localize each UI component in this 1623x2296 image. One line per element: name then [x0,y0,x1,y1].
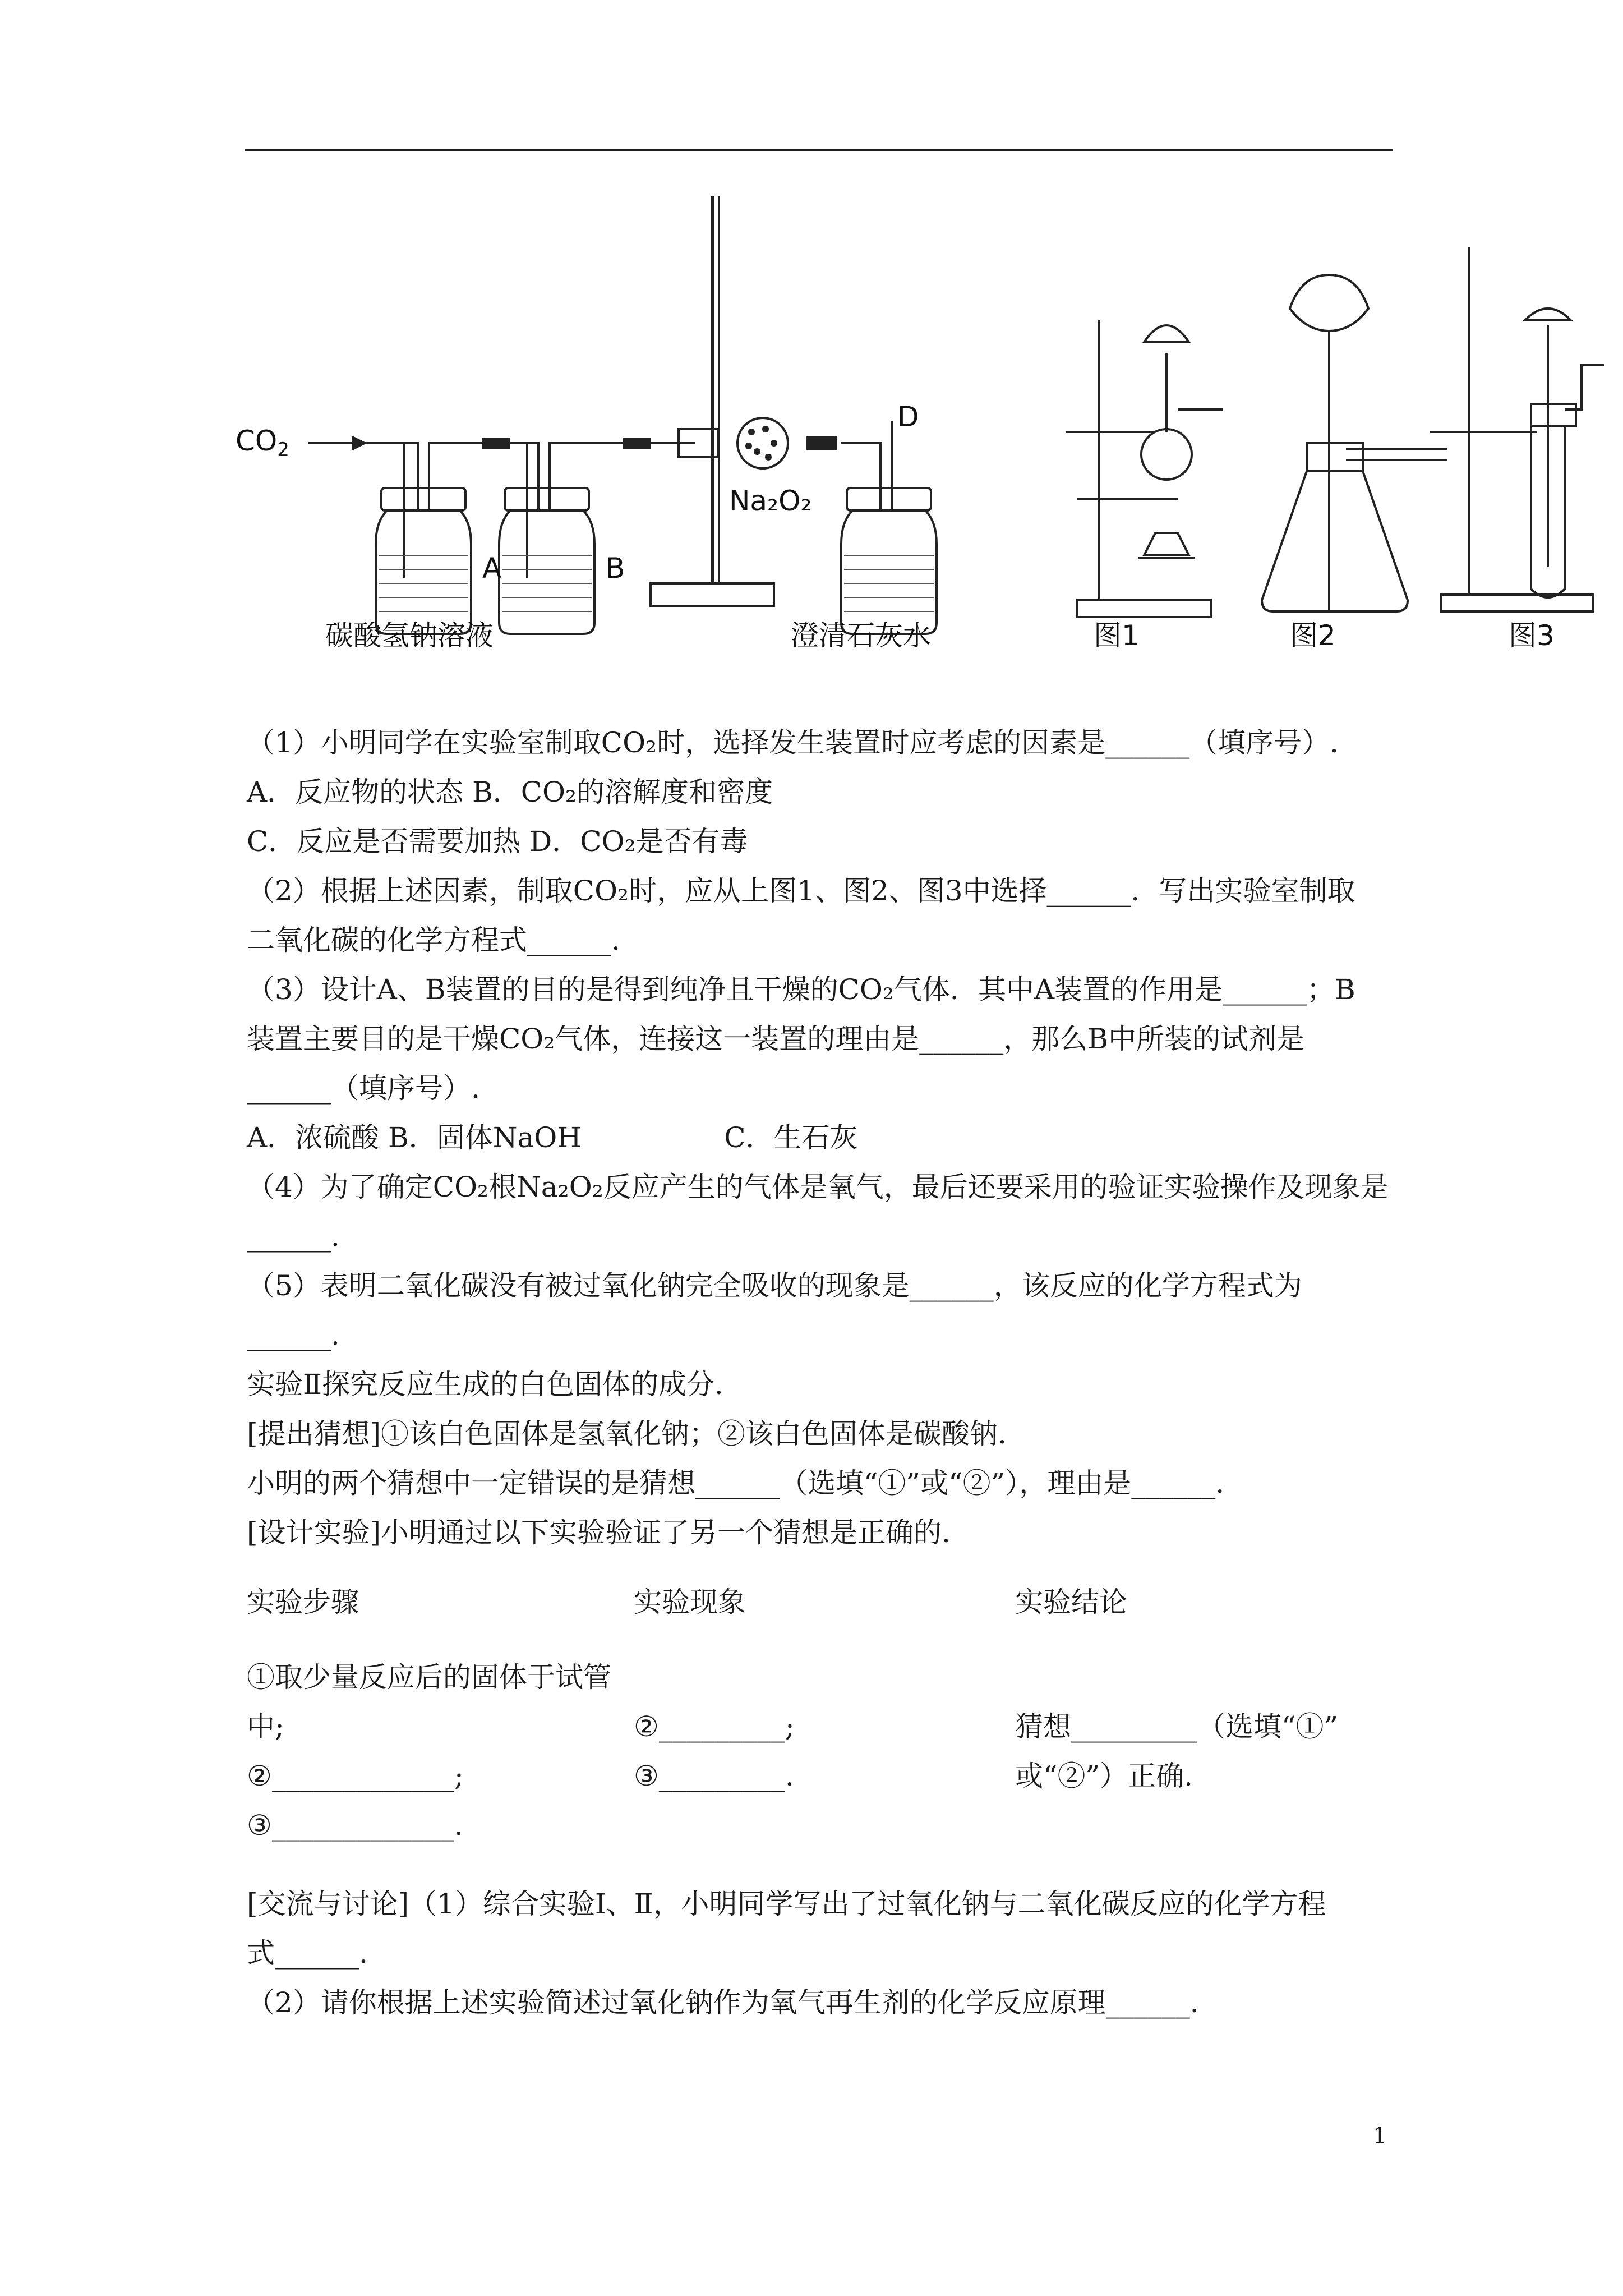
fig2-label: 图2 [1290,619,1336,652]
conclusion-1: 猜想_________（选填“①” [1015,1710,1339,1743]
discussion-2: （2）请你根据上述实验简述过氧化钠作为氧气再生剂的化学反应原理______. [247,1986,1199,2019]
hypothesis: [提出猜想]①该白色固体是氢氧化钠；②该白色固体是碳酸钠. [247,1418,1007,1450]
fig1-label: 图1 [1094,619,1140,652]
phenomenon-2: ②_________; [634,1710,795,1743]
page-number: 1 [1373,2123,1387,2149]
conclusion-2: 或“②”）正确. [1015,1760,1193,1792]
question-2-cont: 二氧化碳的化学方程式______. [247,924,620,956]
co2-arrowhead [353,438,365,449]
experiment-2-title: 实验Ⅱ探究反应生成的白色固体的成分. [247,1368,723,1401]
question-4: （4）为了确定CO₂根Na₂O₂反应产生的气体是氧气，最后还要采用的验证实验操作及现象是 [247,1171,1389,1203]
table-header-steps: 实验步骤 [247,1586,359,1618]
connector-right [808,438,836,449]
bottle-c-stopper [847,488,931,510]
fig3-label: 图3 [1509,619,1555,652]
label-a: A [482,552,502,585]
table-header-phenomena: 实验现象 [634,1586,746,1618]
question-3-cont: 装置主要目的是干燥CO₂气体，连接这一装置的理由是______，那么B中所装的试剂是 [247,1023,1305,1055]
question-2: （2）根据上述因素，制取CO₂时，应从上图1、图2、图3中选择______．写出实验室制取 [247,875,1355,907]
fig3-apparatus [1430,247,1604,611]
label-b: B [606,552,625,585]
bottle-a-stopper [381,488,465,510]
na2o2-bulb [737,418,788,468]
hypothesis-question: 小明的两个猜想中一定错误的是猜想______（选填“①”或“②”），理由是______. [247,1467,1225,1499]
apparatus-svg [236,196,1604,679]
tube-b-to-c [550,443,695,510]
tube-a-to-b [429,443,538,510]
question-1: （1）小明同学在实验室制取CO₂时，选择发生装置时应考虑的因素是______（填序号）. [247,726,1339,759]
step-3: ③_____________. [247,1809,463,1842]
step-2: ②_____________; [247,1760,464,1792]
step-1: ①取少量反应后的固体于试管 [247,1661,611,1694]
option-line-2: C．反应是否需要加热 D．CO₂是否有毒 [247,825,748,858]
bottle-b [499,510,594,634]
fig1-apparatus [1066,320,1223,617]
bottle-c [841,510,937,634]
connector-2 [623,438,651,449]
label-d: D [897,401,919,433]
step-1-cont: 中; [247,1710,284,1743]
apparatus-figure [236,196,1604,679]
discussion-1: [交流与讨论]（1）综合实验Ⅰ、Ⅱ，小明同学写出了过氧化钠与二氧化碳反应的化学方程 [247,1888,1326,1920]
stand-base [651,583,774,606]
question-5: （5）表明二氧化碳没有被过氧化钠完全吸收的现象是______，该反应的化学方程式为 [247,1269,1302,1302]
table-header-conclusion: 实验结论 [1015,1586,1127,1618]
question-3: （3）设计A、B装置的目的是得到纯净且干燥的CO₂气体．其中A装置的作用是______；B [247,973,1355,1006]
co2-label: $CO_2$ [236,425,289,461]
discussion-1-cont: 式______. [247,1937,368,1970]
bottle-a [376,510,471,634]
option-line-3: A．浓硫酸 B．固体NaOH C．生石灰 [247,1121,858,1154]
fig2-apparatus [1262,275,1447,611]
question-3-cont2: ______（填序号）. [247,1072,480,1105]
option-line-1: A．反应物的状态 B．CO₂的溶解度和密度 [247,776,773,808]
design-experiment: [设计实验]小明通过以下实验验证了另一个猜想是正确的. [247,1516,951,1549]
header-rule [245,149,1393,151]
na2o2-label: Na₂O₂ [729,485,812,517]
question-4-cont: ______. [247,1220,340,1253]
bottle-b-stopper [505,488,589,510]
connector-1 [482,438,510,449]
phenomenon-3: ③_________. [634,1760,794,1792]
question-5-cont: ______. [247,1319,340,1351]
inlet-tube-a [365,443,418,510]
caption-right: 澄清石灰水 [791,619,931,652]
caption-left: 碳酸氢钠溶液 [325,619,494,652]
